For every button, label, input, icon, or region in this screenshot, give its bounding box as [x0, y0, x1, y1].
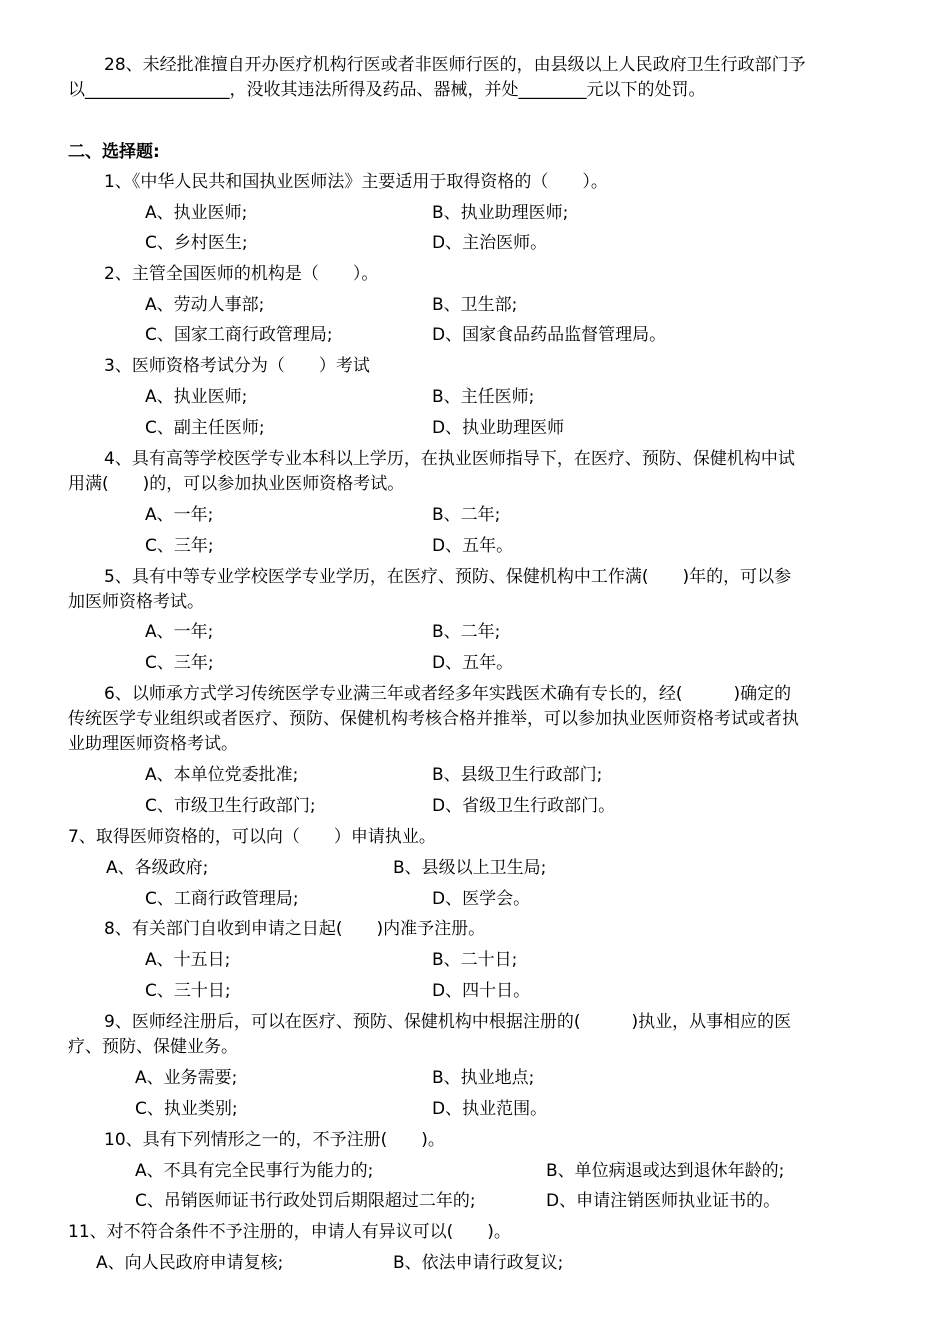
q9-option-a: A、业务需要; — [135, 1068, 238, 1088]
q2-stem: 2、主管全国医师的机构是（ ）。 — [104, 264, 379, 284]
q28-line-1: 28、未经批准擅自开办医疗机构行医或者非医师行医的，由县级以上人民政府卫生行政部门予 — [104, 55, 806, 75]
q1-option-d: D、主治医师。 — [432, 233, 548, 253]
q3-option-a: A、执业医师; — [145, 387, 248, 407]
q8-option-d: D、四十日。 — [432, 981, 531, 1001]
q11-option-b: B、依法申请行政复议; — [393, 1253, 564, 1273]
section-heading: 二、选择题: — [68, 142, 160, 162]
q9-stem-line-2: 疗、预防、保健业务。 — [68, 1037, 238, 1057]
q10-option-b: B、单位病退或达到退休年龄的; — [546, 1161, 785, 1181]
q28-line-2: 以_________________，没收其违法所得及药品、器械，并处________元以下的处罚。 — [68, 80, 706, 100]
q8-option-b: B、二十日; — [432, 950, 518, 970]
q3-option-d: D、执业助理医师 — [432, 418, 565, 438]
q1-stem: 1、《中华人民共和国执业医师法》主要适用于取得资格的（ ）。 — [104, 172, 608, 192]
q2-option-c: C、国家工商行政管理局; — [145, 325, 333, 345]
q11-stem: 11、对不符合条件不予注册的，申请人有异议可以( )。 — [68, 1222, 511, 1242]
q5-option-d: D、五年。 — [432, 653, 514, 673]
q10-option-a: A、不具有完全民事行为能力的; — [135, 1161, 374, 1181]
q3-stem: 3、医师资格考试分为（ ）考试 — [104, 356, 370, 376]
q4-stem-line-1: 4、具有高等学校医学专业本科以上学历，在执业医师指导下，在医疗、预防、保健机构中试 — [104, 449, 795, 469]
q4-option-a: A、一年; — [145, 505, 214, 525]
q7-stem: 7、取得医师资格的，可以向（ ）申请执业。 — [68, 827, 436, 847]
q6-stem-line-2: 传统医学专业组织或者医疗、预防、保健机构考核合格并推举，可以参加执业医师资格考试或者执 — [68, 709, 799, 729]
q6-stem-line-1: 6、以师承方式学习传统医学专业满三年或者经多年实践医术确有专长的，经( )确定的 — [104, 684, 792, 704]
q7-option-b: B、县级以上卫生局; — [393, 858, 547, 878]
q2-option-a: A、劳动人事部; — [145, 295, 265, 315]
q10-option-c: C、吊销医师证书行政处罚后期限超过二年的; — [135, 1191, 476, 1211]
q5-option-a: A、一年; — [145, 622, 214, 642]
q2-option-b: B、卫生部; — [432, 295, 518, 315]
q1-option-b: B、执业助理医师; — [432, 203, 569, 223]
q10-option-d: D、申请注销医师执业证书的。 — [546, 1191, 781, 1211]
q1-option-c: C、乡村医生; — [145, 233, 248, 253]
q10-stem: 10、具有下列情形之一的，不予注册( )。 — [104, 1130, 445, 1150]
q9-stem-line-1: 9、医师经注册后，可以在医疗、预防、保健机构中根据注册的( )执业，从事相应的医 — [104, 1012, 792, 1032]
q8-option-c: C、三十日; — [145, 981, 231, 1001]
q11-option-a: A、向人民政府申请复核; — [96, 1253, 284, 1273]
q7-option-d: D、医学会。 — [432, 889, 531, 909]
q7-option-c: C、工商行政管理局; — [145, 889, 299, 909]
q2-option-d: D、国家食品药品监督管理局。 — [432, 325, 667, 345]
q1-option-a: A、执业医师; — [145, 203, 248, 223]
q6-stem-line-3: 业助理医师资格考试。 — [68, 734, 238, 754]
q5-option-c: C、三年; — [145, 653, 214, 673]
q9-option-b: B、执业地点; — [432, 1068, 535, 1088]
q5-stem-line-1: 5、具有中等专业学校医学专业学历，在医疗、预防、保健机构中工作满( )年的，可以参 — [104, 567, 792, 587]
q4-option-b: B、二年; — [432, 505, 501, 525]
q4-option-d: D、五年。 — [432, 536, 514, 556]
q4-option-c: C、三年; — [145, 536, 214, 556]
q8-stem: 8、有关部门自收到申请之日起( )内准予注册。 — [104, 919, 486, 939]
q6-option-a: A、本单位党委批准; — [145, 765, 299, 785]
q8-option-a: A、十五日; — [145, 950, 231, 970]
q6-option-d: D、省级卫生行政部门。 — [432, 796, 616, 816]
q6-option-b: B、县级卫生行政部门; — [432, 765, 603, 785]
q9-option-c: C、执业类别; — [135, 1099, 238, 1119]
q5-option-b: B、二年; — [432, 622, 501, 642]
q4-stem-line-2: 用满( )的，可以参加执业医师资格考试。 — [68, 474, 405, 494]
q7-option-a: A、各级政府; — [106, 858, 209, 878]
q3-option-b: B、主任医师; — [432, 387, 535, 407]
q5-stem-line-2: 加医师资格考试。 — [68, 592, 204, 612]
q9-option-d: D、执业范围。 — [432, 1099, 548, 1119]
q6-option-c: C、市级卫生行政部门; — [145, 796, 316, 816]
q3-option-c: C、副主任医师; — [145, 418, 265, 438]
